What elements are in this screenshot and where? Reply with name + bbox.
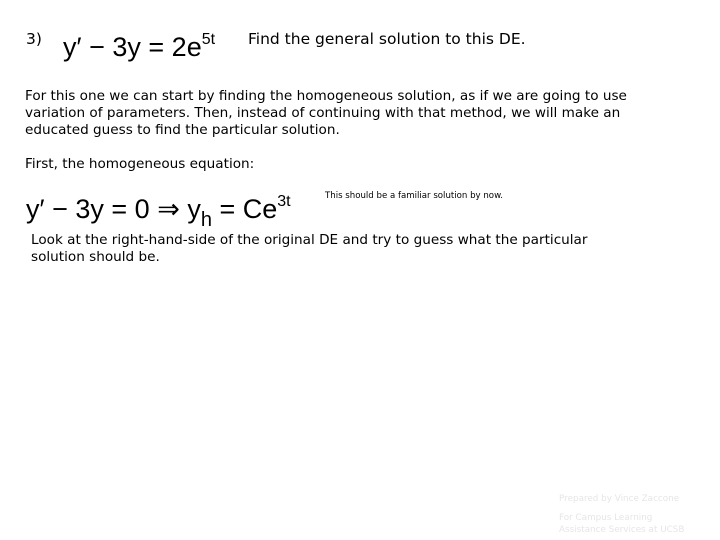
problem-instruction: Find the general solution to this DE. [248,30,526,48]
footer-credit [559,493,684,536]
homogeneous-equation [26,184,291,238]
yh-subscript: h [200,209,212,231]
footer-line-2: For Campus Learning [559,513,653,523]
homogeneous-equation-exponent: 3t [277,193,291,210]
original-equation-exponent: 5t [201,31,216,48]
problem-number: 3) [26,30,42,48]
original-equation [63,22,215,65]
intro-paragraph: For this one we can start by finding the homogeneous solution, as if we are going to use variation of parameters. Then, instead of continuing with that method, we will make an educated guess to find the particular solution. [25,88,627,138]
footer-line-1: Prepared by Vince Zaccone [559,494,680,504]
guess-prompt: Look at the right-hand-side of the original DE and try to guess what the particular solution should be. [31,232,588,265]
original-equation-equals: = [148,32,165,62]
familiar-solution-note: This should be a familiar solution by now. [325,191,504,201]
homogeneous-equation-equals: = [219,194,236,224]
implies-arrow-icon: ⇒ [157,194,180,224]
original-equation-lhs: y′ − 3y [63,32,141,62]
yh-base: y [187,194,201,224]
homogeneous-equation-equals-zero: = 0 [111,194,150,224]
yh-symbol [187,194,212,231]
original-equation-coefficient: 2e [171,32,202,62]
homogeneous-equation-coefficient: Ce [242,194,278,224]
footer-line-3: Assistance Services at UCSB [559,525,685,535]
homogeneous-heading: First, the homogeneous equation: [25,156,255,172]
homogeneous-equation-lhs: y′ − 3y [26,194,104,224]
